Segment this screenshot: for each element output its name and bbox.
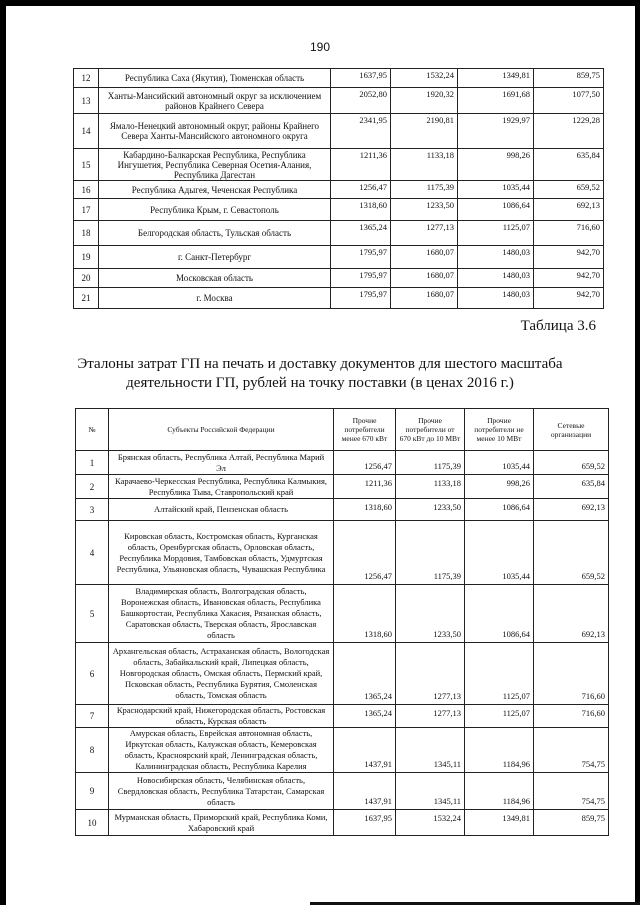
table-row [76,451,609,475]
value-c3: 1125,07 [465,705,534,728]
value-c4: 1077,50 [534,88,604,114]
value-c1: 1256,47 [334,521,396,585]
value-c4: 942,70 [534,246,604,269]
row-subjects: Ямало-Ненецкий автономный округ, районы Крайнего Севера Ханты-Мансийского автономного округа [99,114,331,149]
value-c3: 1086,64 [465,585,534,643]
value-c1: 1795,97 [331,246,391,269]
value-c4: 859,75 [534,69,604,88]
value-c4: 659,52 [534,451,609,475]
table-title-line2: деятельности ГП, рублей на точку поставки (в ценах 2016 г.) [126,375,514,391]
value-c3: 1125,07 [465,643,534,705]
table-row [74,149,604,181]
table-row [74,246,604,269]
value-c3: 1480,03 [458,269,534,288]
value-c1: 1318,60 [334,585,396,643]
value-c1: 1211,36 [331,149,391,181]
table-row [76,643,609,705]
value-c3: 1349,81 [458,69,534,88]
page-number: 190 [309,40,331,54]
table-title [40,355,600,393]
value-c4: 942,70 [534,269,604,288]
table-row [76,810,609,836]
row-subjects: Мурманская область, Приморский край, Республика Коми, Хабаровский край [109,810,334,836]
value-c3: 1480,03 [458,246,534,269]
row-number: 17 [74,199,99,221]
value-c2: 1233,50 [391,199,458,221]
value-c3: 1086,64 [458,199,534,221]
value-c2: 1233,50 [396,585,465,643]
table-row [74,288,604,309]
value-c4: 754,75 [534,728,609,773]
header-no: № [76,409,109,451]
value-c2: 1277,13 [396,705,465,728]
value-c2: 1233,50 [396,499,465,521]
value-c1: 1365,24 [334,643,396,705]
value-c4: 716,60 [534,643,609,705]
scan-edge-right [635,0,640,905]
value-c2: 1175,39 [396,451,465,475]
value-c3: 1035,44 [465,451,534,475]
value-c2: 1680,07 [391,269,458,288]
value-c3: 1480,03 [458,288,534,309]
table-3-6 [75,408,609,836]
value-c3: 1184,96 [465,773,534,810]
value-c2: 2190,81 [391,114,458,149]
value-c2: 1133,18 [391,149,458,181]
value-c1: 1365,24 [331,221,391,246]
value-c3: 998,26 [465,475,534,499]
value-c2: 1133,18 [396,475,465,499]
value-c1: 1437,91 [334,773,396,810]
table-row [74,221,604,246]
header-c2: Прочие потребители от 670 кВт до 10 МВт [396,409,465,451]
value-c1: 1365,24 [334,705,396,728]
value-c4: 942,70 [534,288,604,309]
value-c4: 692,13 [534,199,604,221]
row-subjects: Владимирская область, Волгоградская область, Воронежская область, Ивановская область, Республика Башкортостан, Республика Хакасия, Рязанская область, Саратовская область, Тверская область, Ярославская область [109,585,334,643]
row-number: 4 [76,521,109,585]
row-number: 1 [76,451,109,475]
row-subjects: Республика Саха (Якутия), Тюменская область [99,69,331,88]
value-c4: 692,13 [534,585,609,643]
table-row [76,773,609,810]
value-c4: 659,52 [534,521,609,585]
value-c2: 1175,39 [391,181,458,199]
value-c1: 1637,95 [334,810,396,836]
row-subjects: г. Москва [99,288,331,309]
table-title-line1: Эталоны затрат ГП на печать и доставку документов для шестого масштаба [77,356,563,372]
value-c2: 1532,24 [391,69,458,88]
header-c3: Прочие потребители не менее 10 МВт [465,409,534,451]
value-c4: 692,13 [534,499,609,521]
scan-edge-top [0,0,640,6]
row-number: 15 [74,149,99,181]
row-number: 8 [76,728,109,773]
row-subjects: г. Санкт-Петербург [99,246,331,269]
value-c4: 859,75 [534,810,609,836]
value-c1: 1437,91 [334,728,396,773]
table-row [76,475,609,499]
value-c1: 1318,60 [334,499,396,521]
table-row [76,521,609,585]
value-c3: 1086,64 [465,499,534,521]
row-subjects: Архангельская область, Астраханская область, Вологодская область, Забайкальский край, Липецкая область, Новгородская область, Омская область, Пермский край, Псковская область, Республика Бурятия, Смоленская область, Томская область [109,643,334,705]
row-subjects: Московская область [99,269,331,288]
row-number: 13 [74,88,99,114]
continued-table [73,68,604,309]
row-number: 9 [76,773,109,810]
header-subjects: Субъекты Российской Федерации [109,409,334,451]
value-c2: 1277,13 [396,643,465,705]
table-row [74,181,604,199]
value-c3: 1691,68 [458,88,534,114]
value-c4: 754,75 [534,773,609,810]
value-c2: 1920,32 [391,88,458,114]
value-c2: 1532,24 [396,810,465,836]
row-number: 10 [76,810,109,836]
table-header-row [76,409,609,451]
value-c1: 1795,97 [331,288,391,309]
row-subjects: Карачаево-Черкесская Республика, Республика Калмыкия, Республика Тыва, Ставропольский край [109,475,334,499]
value-c4: 1229,28 [534,114,604,149]
row-number: 14 [74,114,99,149]
value-c3: 1349,81 [465,810,534,836]
row-number: 20 [74,269,99,288]
value-c3: 1035,44 [465,521,534,585]
header-c1: Прочие потребители менее 670 кВт [334,409,396,451]
value-c2: 1680,07 [391,288,458,309]
value-c2: 1277,13 [391,221,458,246]
table-row [76,728,609,773]
value-c1: 1256,47 [334,451,396,475]
value-c4: 716,60 [534,221,604,246]
table-row [74,199,604,221]
value-c3: 1929,97 [458,114,534,149]
value-c3: 1035,44 [458,181,534,199]
row-number: 19 [74,246,99,269]
value-c2: 1345,11 [396,773,465,810]
value-c4: 635,84 [534,149,604,181]
table-row [74,69,604,88]
row-subjects: Амурская область, Еврейская автономная область, Иркутская область, Калужская область, Кемеровская область, Красноярский край, Ленинградская область, Калининградская область, Республика Карелия [109,728,334,773]
row-subjects: Республика Крым, г. Севастополь [99,199,331,221]
value-c4: 716,60 [534,705,609,728]
table-row [76,585,609,643]
value-c4: 635,84 [534,475,609,499]
value-c3: 1125,07 [458,221,534,246]
row-subjects: Краснодарский край, Нижегородская область, Ростовская область, Курская область [109,705,334,728]
value-c4: 659,52 [534,181,604,199]
header-c4: Сетевые организации [534,409,609,451]
row-subjects: Новосибирская область, Челябинская область, Свердловская область, Республика Татарстан, Самарская область [109,773,334,810]
table-row [74,114,604,149]
value-c1: 1637,95 [331,69,391,88]
table-row [74,269,604,288]
row-number: 7 [76,705,109,728]
row-subjects: Кабардино-Балкарская Республика, Республика Ингушетия, Республика Северная Осетия-Алания, Республика Дагестан [99,149,331,181]
row-number: 2 [76,475,109,499]
row-subjects: Белгородская область, Тульская область [99,221,331,246]
row-number: 5 [76,585,109,643]
row-number: 21 [74,288,99,309]
row-subjects: Ханты-Мансийский автономный округ за исключением районов Крайнего Севера [99,88,331,114]
row-number: 18 [74,221,99,246]
value-c2: 1175,39 [396,521,465,585]
value-c1: 2052,80 [331,88,391,114]
value-c1: 1318,60 [331,199,391,221]
table-row [76,705,609,728]
value-c2: 1680,07 [391,246,458,269]
table-label: Таблица 3.6 [520,318,596,334]
value-c1: 1211,36 [334,475,396,499]
row-subjects: Алтайский край, Пензенская область [109,499,334,521]
scan-edge-left [0,0,6,905]
value-c1: 1795,97 [331,269,391,288]
row-number: 3 [76,499,109,521]
value-c3: 1184,96 [465,728,534,773]
row-number: 16 [74,181,99,199]
row-subjects: Кировская область, Костромская область, Курганская область, Оренбургская область, Орловская область, Республика Мордовия, Тамбовская область, Удмуртская Республика, Ульяновская область, Чувашская Республика [109,521,334,585]
row-subjects: Республика Адыгея, Чеченская Республика [99,181,331,199]
row-number: 6 [76,643,109,705]
row-number: 12 [74,69,99,88]
value-c3: 998,26 [458,149,534,181]
value-c1: 2341,95 [331,114,391,149]
table-row [74,88,604,114]
row-subjects: Брянская область, Республика Алтай, Республика Марий Эл [109,451,334,475]
value-c1: 1256,47 [331,181,391,199]
value-c2: 1345,11 [396,728,465,773]
table-row [76,499,609,521]
